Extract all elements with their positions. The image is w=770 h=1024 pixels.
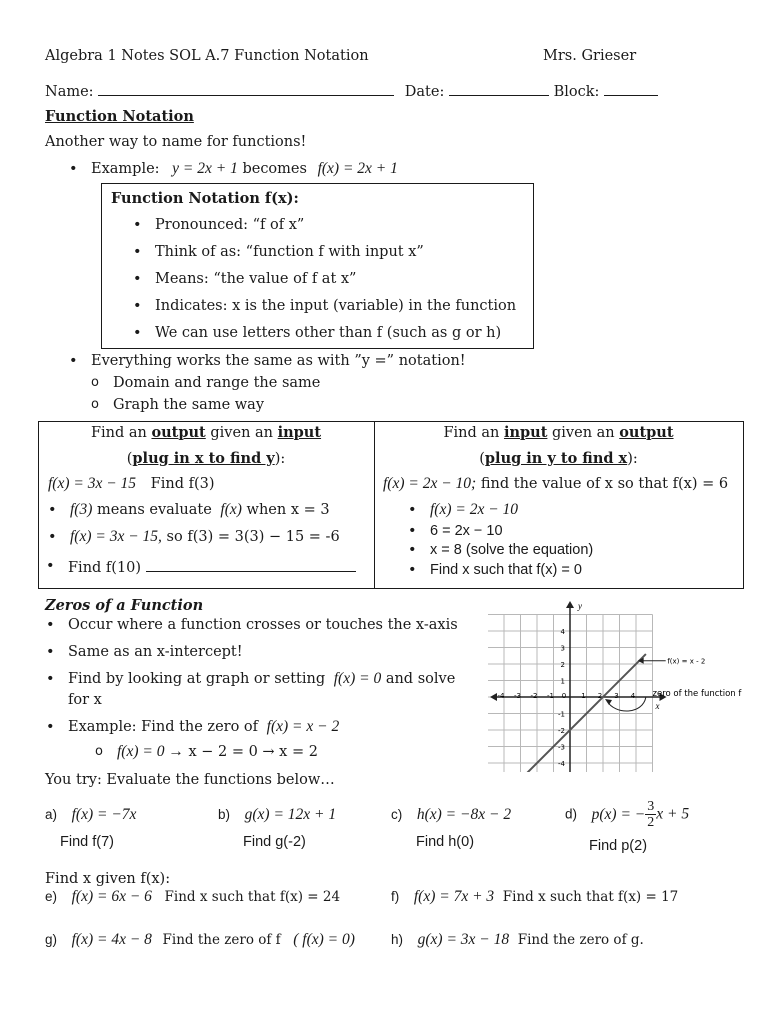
right-item-3: • x = 8 (solve the equation) bbox=[430, 542, 593, 558]
x-axis-label: x bbox=[655, 701, 660, 711]
right-header-2 bbox=[375, 450, 742, 468]
zeros-sub-text: x − 2 = 0 → x = 2 bbox=[188, 744, 318, 760]
info-line bbox=[45, 81, 658, 101]
zeros-b3-b: and solve bbox=[385, 671, 456, 687]
zeros-b3-eq: f(x) = 0 bbox=[333, 670, 382, 687]
problem-d-eq-b: x + 5 bbox=[656, 805, 690, 823]
y-tick-label: 2 bbox=[560, 661, 565, 669]
zeros-bullet-4 bbox=[68, 718, 339, 736]
problem-f-text: Find x such that f(x) = 17 bbox=[502, 889, 679, 905]
problem-a-find: Find f(7) bbox=[60, 834, 114, 850]
problem-b-find: Find g(-2) bbox=[243, 834, 306, 850]
left-h1-input: input bbox=[277, 424, 322, 441]
right-equation-line bbox=[383, 475, 728, 493]
x-tick-label: 4 bbox=[630, 692, 636, 700]
x-axis-arrow-left bbox=[490, 693, 497, 701]
box-item-indicates: • Indicates: x is the input (variable) in the function bbox=[155, 297, 516, 315]
right-h1-input: input bbox=[503, 424, 548, 441]
problem-d-eq-a: p(x) = − bbox=[591, 805, 646, 823]
line-label: f(x) = x - 2 bbox=[667, 657, 706, 666]
name-label: Name: bbox=[45, 84, 94, 100]
problem-g-label: g) bbox=[45, 932, 58, 947]
you-try-intro: You try: Evaluate the functions below… bbox=[45, 772, 335, 788]
right-item-4: • Find x such that f(x) = 0 bbox=[430, 562, 582, 578]
right-equation: f(x) = 2x − 10; bbox=[383, 475, 477, 492]
problem-d-fraction bbox=[645, 799, 656, 830]
find-x-intro: Find x given f(x): bbox=[45, 871, 171, 887]
example-label: Example: bbox=[91, 161, 160, 177]
intro-text: Another way to name for functions! bbox=[45, 134, 307, 150]
problem-e bbox=[45, 888, 340, 906]
example-line bbox=[91, 160, 398, 178]
x-tick-label: 3 bbox=[614, 692, 619, 700]
problem-a-label: a) bbox=[45, 807, 58, 822]
problem-c bbox=[391, 806, 511, 824]
left-b2-text: so f(3) = 3(3) − 15 = -6 bbox=[166, 529, 340, 545]
right-item-2: • 6 = 2x − 10 bbox=[430, 523, 503, 539]
problem-h bbox=[391, 931, 644, 949]
teacher-name: Mrs. Grieser bbox=[543, 48, 637, 64]
right-h2-close: ): bbox=[627, 451, 638, 467]
zero-label: zero of the function f bbox=[652, 689, 742, 699]
right-h1-output: output bbox=[619, 424, 674, 441]
x-tick-label: -3 bbox=[514, 692, 521, 700]
problem-h-text: Find the zero of g. bbox=[517, 932, 644, 948]
problem-f-eq: f(x) = 7x + 3 bbox=[413, 888, 495, 905]
left-find: Find f(3) bbox=[150, 476, 215, 492]
fraction-denominator: 2 bbox=[647, 815, 655, 830]
y-tick-label: 4 bbox=[560, 628, 565, 636]
left-h2-plug: plug in x to find y bbox=[132, 450, 275, 467]
problem-e-label: e) bbox=[45, 889, 58, 904]
left-b1-text2: when x = 3 bbox=[246, 502, 330, 518]
zeros-b4-a: Example: Find the zero of bbox=[68, 719, 259, 735]
left-h2-close: ): bbox=[274, 451, 286, 467]
find10-blank[interactable] bbox=[146, 557, 356, 572]
box-item-think: • Think of as: “function f with input x” bbox=[155, 243, 424, 261]
y-tick-label: 1 bbox=[560, 677, 565, 686]
left-h1-output: output bbox=[151, 424, 206, 441]
zeros-sub-eq: f(x) = 0 → bbox=[117, 743, 184, 760]
sub-item-domain: o Domain and range the same bbox=[113, 374, 320, 392]
left-b1-eq2: f(x) bbox=[220, 501, 242, 518]
zeros-bullet-1: • Occur where a function crosses or touches the x-axis bbox=[68, 616, 458, 634]
zeros-b4-eq: f(x) = x − 2 bbox=[266, 718, 340, 735]
block-label: Block: bbox=[553, 84, 600, 100]
left-header-2 bbox=[38, 450, 374, 468]
y-axis-label: y bbox=[578, 601, 582, 611]
problem-c-eq: h(x) = −8x − 2 bbox=[416, 806, 512, 823]
right-h2-open: ( bbox=[479, 451, 485, 467]
problem-d-label: d) bbox=[565, 806, 578, 822]
everything-line: • Everything works the same as with ”y =” notation! bbox=[91, 352, 466, 370]
zeros-bullet-3 bbox=[68, 670, 455, 688]
x-tick-label: -2 bbox=[530, 692, 538, 700]
problem-b bbox=[218, 806, 336, 824]
page-title: Algebra 1 Notes SOL A.7 Function Notation bbox=[45, 48, 369, 64]
left-bullet-find10 bbox=[68, 557, 356, 577]
left-b3-text: Find f(10) bbox=[68, 560, 142, 576]
problem-g-paren: ( f(x) = 0) bbox=[293, 931, 355, 948]
name-blank[interactable] bbox=[98, 81, 394, 96]
problem-a-eq: f(x) = −7x bbox=[71, 806, 137, 823]
problem-g-text: Find the zero of f bbox=[162, 932, 281, 948]
box-item-means: • Means: “the value of f at x” bbox=[155, 270, 356, 288]
sub-item-graph: o Graph the same way bbox=[113, 396, 264, 414]
left-equation-line bbox=[48, 475, 215, 493]
right-item-1-text: f(x) = 2x − 10 bbox=[430, 501, 519, 518]
x-tick-label: 2 bbox=[597, 692, 603, 700]
problem-e-text: Find x such that f(x) = 24 bbox=[164, 889, 341, 905]
problem-e-eq: f(x) = 6x − 6 bbox=[71, 888, 152, 905]
box-title: Function Notation f(x): bbox=[111, 190, 299, 207]
left-bullet-calc bbox=[70, 528, 340, 546]
problem-f bbox=[391, 888, 678, 906]
function-graph bbox=[488, 600, 770, 772]
y-tick-label: -2 bbox=[558, 727, 565, 735]
y-tick-label: -1 bbox=[558, 710, 565, 719]
example-equation-y: y = 2x + 1 bbox=[172, 160, 238, 177]
example-becomes: becomes bbox=[242, 161, 307, 177]
problem-c-find: Find h(0) bbox=[416, 834, 475, 850]
problem-a bbox=[45, 806, 136, 824]
zeros-sub-item bbox=[117, 743, 318, 761]
problem-f-label: f) bbox=[391, 889, 400, 904]
x-tick-label: 0 bbox=[561, 692, 567, 700]
right-h2-plug: plug in y to find x bbox=[484, 450, 628, 467]
problem-d bbox=[565, 799, 689, 830]
right-item-1 bbox=[430, 501, 518, 519]
example-equation-f: f(x) = 2x + 1 bbox=[317, 160, 398, 177]
zero-curved-arrow bbox=[607, 697, 646, 711]
date-blank[interactable] bbox=[449, 81, 549, 96]
right-equation-text: find the value of x so that f(x) = 6 bbox=[480, 476, 729, 492]
zeros-b3-a: Find by looking at graph or setting bbox=[68, 671, 326, 687]
x-tick-label: -1 bbox=[547, 692, 554, 700]
block-blank[interactable] bbox=[604, 81, 658, 96]
problem-d-find: Find p(2) bbox=[589, 838, 648, 854]
left-header-1 bbox=[38, 424, 374, 442]
y-tick-label: -4 bbox=[558, 760, 565, 768]
left-equation: f(x) = 3x − 15 bbox=[48, 475, 137, 492]
problem-g bbox=[45, 931, 355, 949]
problem-c-label: c) bbox=[391, 807, 403, 822]
problem-b-label: b) bbox=[218, 807, 231, 822]
date-label: Date: bbox=[404, 84, 445, 100]
problem-b-eq: g(x) = 12x + 1 bbox=[244, 806, 337, 823]
problem-h-label: h) bbox=[391, 932, 404, 947]
fraction-numerator: 3 bbox=[647, 799, 655, 814]
right-header-1 bbox=[375, 424, 742, 442]
left-b2-eq: f(x) = 3x − 15, bbox=[70, 528, 162, 545]
table-divider bbox=[374, 421, 375, 588]
problem-h-eq: g(x) = 3x − 18 bbox=[417, 931, 510, 948]
y-tick-label: -3 bbox=[558, 743, 565, 752]
right-h1-c: given an bbox=[547, 425, 620, 441]
box-item-letters: • We can use letters other than f (such as g or h) bbox=[155, 324, 501, 342]
left-h1-c: given an bbox=[205, 425, 278, 441]
graph-annotations bbox=[605, 658, 742, 711]
box-item-pronounced: • Pronounced: “f of x” bbox=[155, 216, 304, 234]
x-tick-label: 1 bbox=[581, 692, 586, 700]
zeros-heading: Zeros of a Function bbox=[45, 597, 204, 614]
left-h1-a: Find an bbox=[90, 425, 152, 441]
left-bullet-means bbox=[70, 501, 330, 519]
left-b1-eq: f(3) bbox=[70, 501, 93, 518]
zeros-bullet-2: • Same as an x-intercept! bbox=[68, 643, 243, 661]
x-tick-label: -4 bbox=[497, 692, 505, 700]
zeros-bullet-3-cont: for x bbox=[68, 692, 102, 708]
right-h1-a: Find an bbox=[443, 425, 504, 441]
y-axis-arrow-up bbox=[566, 601, 574, 608]
section-heading: Function Notation bbox=[45, 108, 194, 125]
problem-g-eq: f(x) = 4x − 8 bbox=[71, 931, 152, 948]
left-h2-open: ( bbox=[126, 451, 133, 467]
left-b1-text: means evaluate bbox=[97, 502, 212, 518]
y-tick-label: 3 bbox=[560, 644, 565, 653]
zero-arrowhead bbox=[605, 699, 612, 705]
